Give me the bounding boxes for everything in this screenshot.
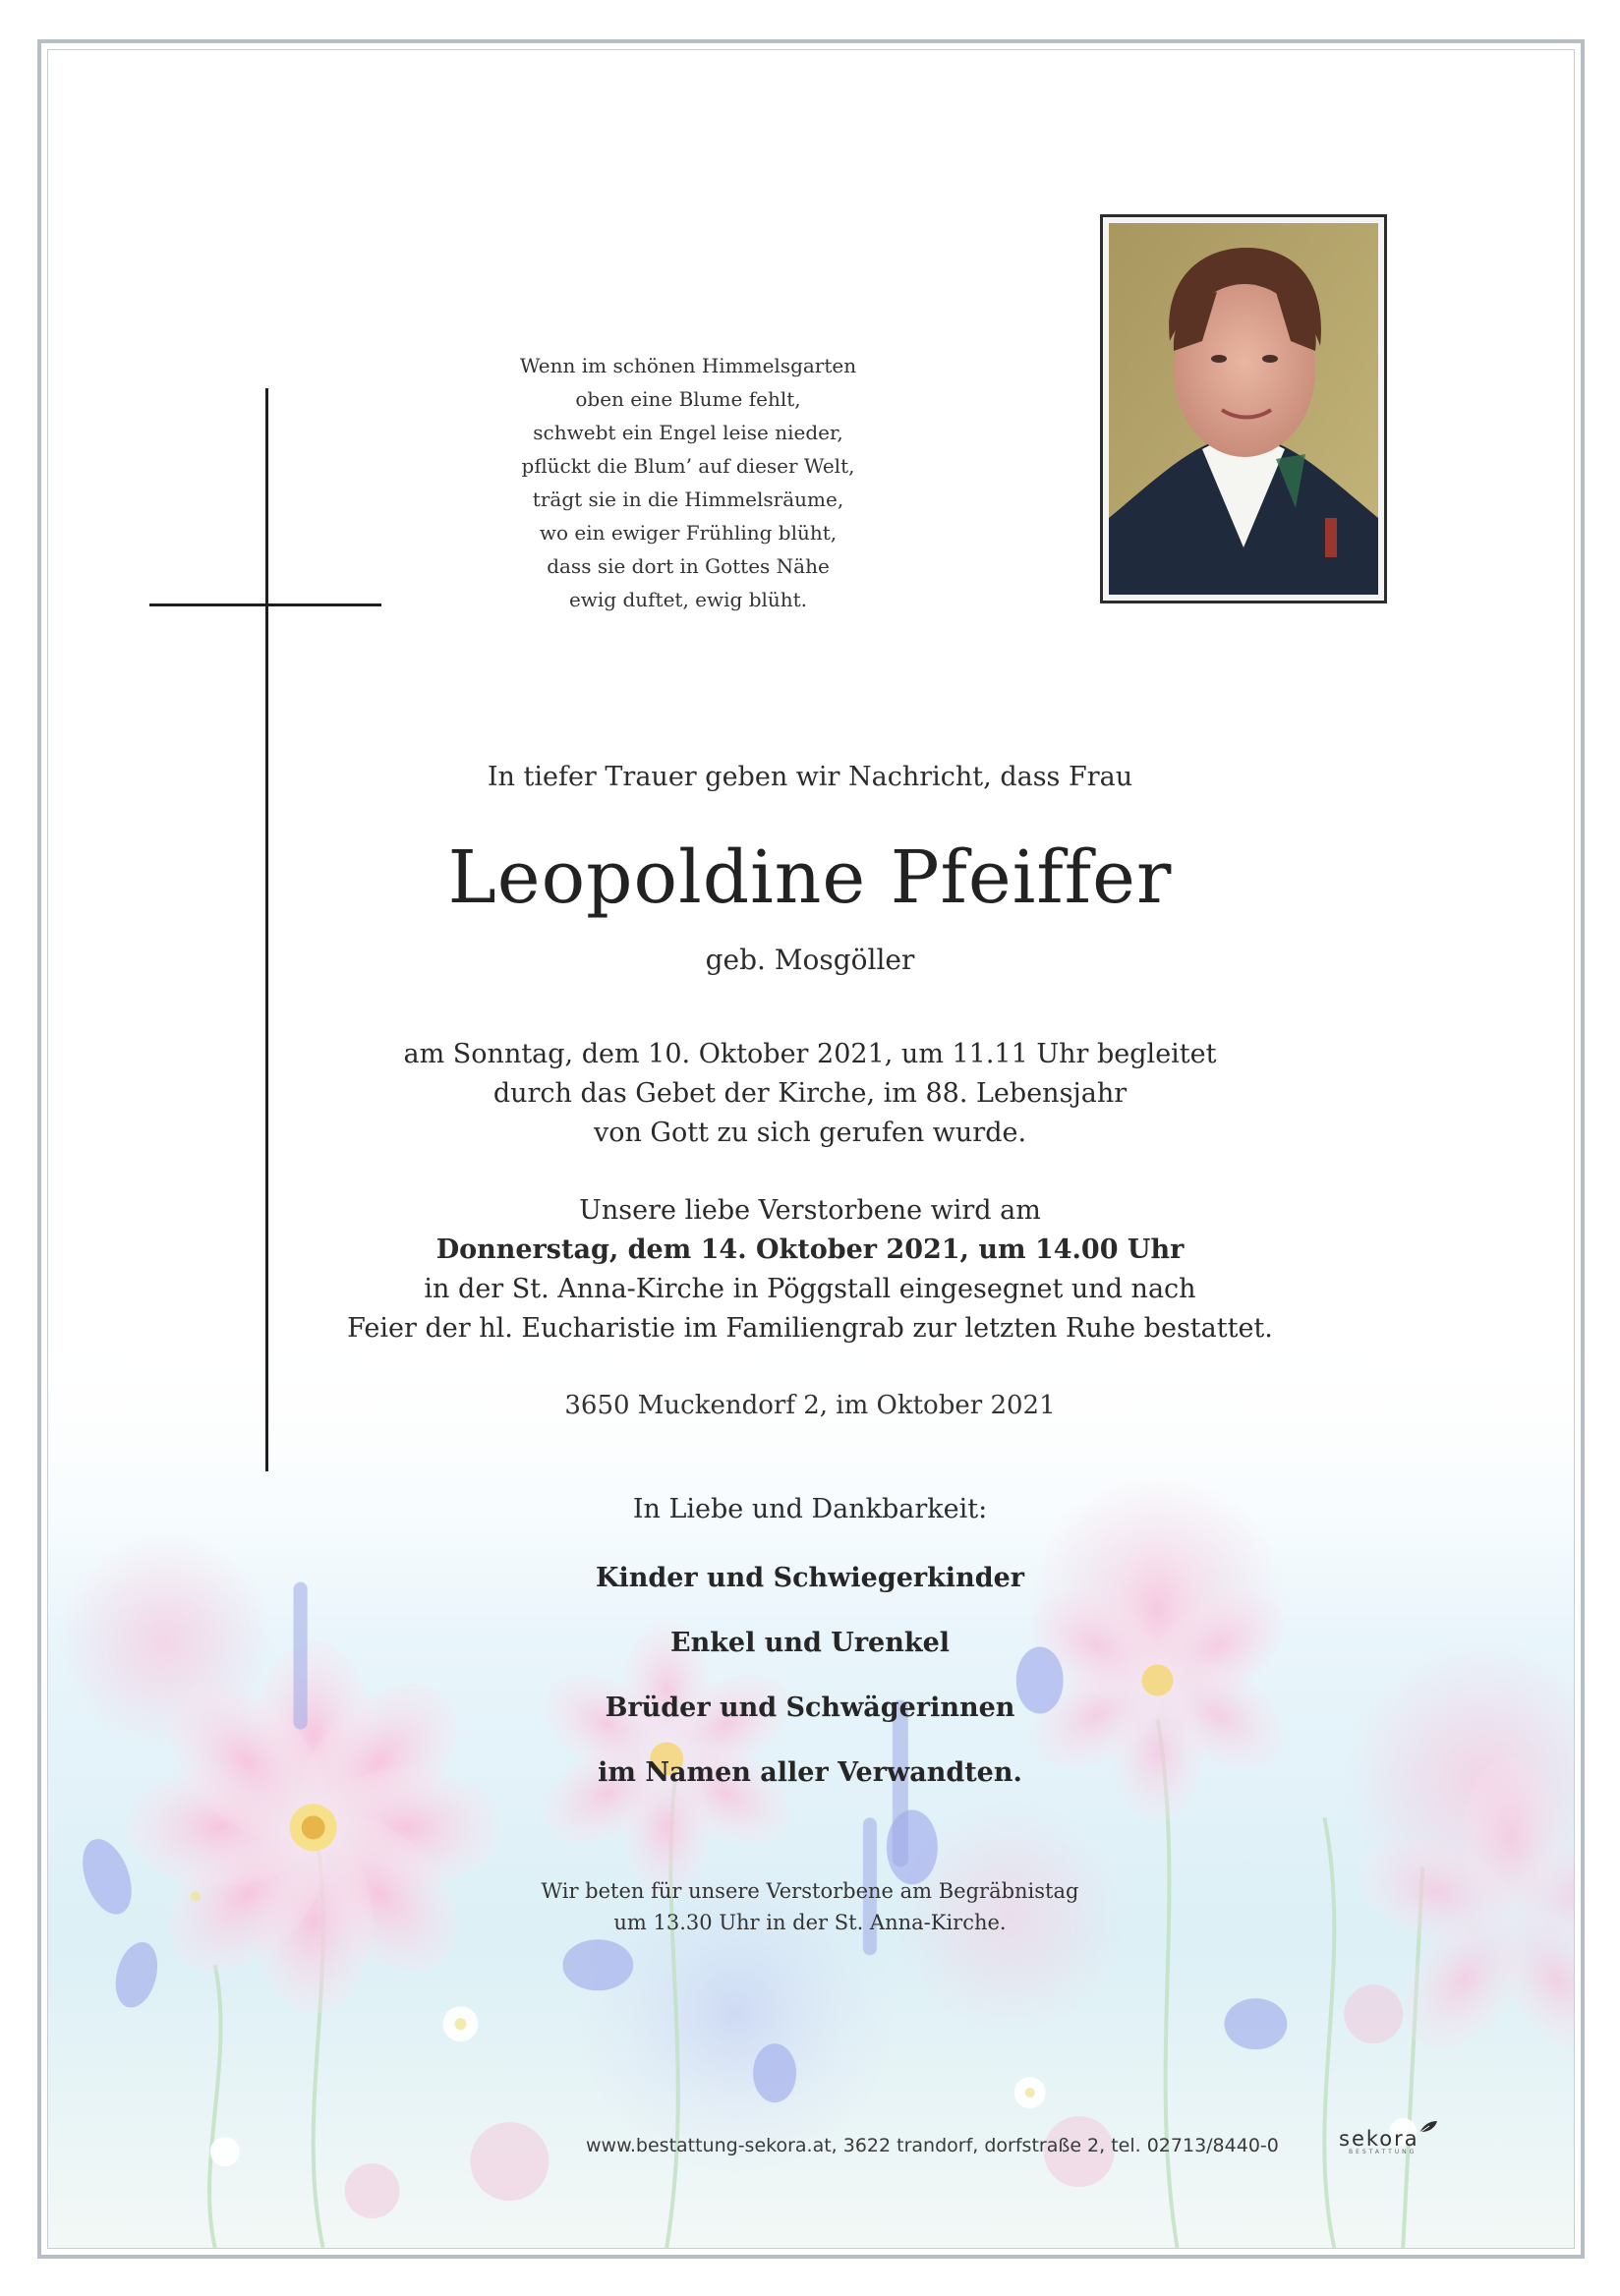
announcement-intro: In tiefer Trauer geben wir Nachricht, dass Frau — [487, 762, 1133, 792]
funeral-details — [0, 1191, 1620, 1349]
logo-subtitle: BESTATTUNG — [1349, 2149, 1418, 2155]
portrait-frame — [1100, 214, 1387, 603]
prayer-notice — [0, 1875, 1620, 1938]
footer-contact: www.bestattung-sekora.at, 3622 trandorf, dorfstraße 2, tel. 02713/8440-0 — [586, 2135, 1279, 2156]
prayer-line: Wir beten für unsere Verstorbene am Begräbnistag — [541, 1879, 1079, 1903]
death-line: von Gott zu sich gerufen wurde. — [593, 1118, 1027, 1148]
funeral-line: in der St. Anna-Kirche in Pöggstall eingesegnet und nach — [424, 1274, 1196, 1304]
funeral-line: Feier der hl. Eucharistie im Familiengrab zur letzten Ruhe bestattet. — [347, 1313, 1273, 1344]
poem-line: trägt sie in die Himmelsräume, — [532, 488, 844, 511]
funeral-date: Donnerstag, dem 14. Oktober 2021, um 14.00 Uhr — [435, 1234, 1185, 1265]
logo-word: sekora — [1339, 2127, 1419, 2151]
prayer-line: um 13.30 Uhr in der St. Anna-Kirche. — [613, 1911, 1007, 1934]
death-line: durch das Gebet der Kirche, im 88. Lebensjahr — [492, 1078, 1128, 1109]
poem-line: oben eine Blume fehlt, — [575, 387, 801, 411]
mourner-group: Kinder und Schwiegerkinder — [596, 1563, 1024, 1593]
portrait-photo — [1109, 223, 1378, 595]
poem-line: ewig duftet, ewig blüht. — [568, 588, 808, 611]
place-and-date: 3650 Muckendorf 2, im Oktober 2021 — [564, 1391, 1056, 1420]
poem-line: Wenn im schönen Himmelsgarten — [519, 354, 857, 377]
cross-icon-bar — [149, 603, 381, 606]
poem-line: dass sie dort in Gottes Nähe — [547, 554, 830, 578]
poem-line: pflückt die Blum’ auf dieser Welt, — [521, 454, 855, 478]
funeral-intro: Unsere liebe Verstorbene wird am — [579, 1195, 1041, 1226]
memorial-poem — [492, 349, 885, 616]
deceased-name: Leopoldine Pfeiffer — [447, 835, 1173, 920]
poem-line: wo ein ewiger Frühling blüht, — [539, 521, 838, 545]
maiden-name: geb. Mosgöller — [705, 944, 915, 976]
death-line: am Sonntag, dem 10. Oktober 2021, um 11.11 Uhr begleitet — [403, 1039, 1217, 1069]
mourners-heading: In Liebe und Dankbarkeit: — [632, 1494, 988, 1524]
leaf-icon — [1418, 2119, 1439, 2135]
mourner-group: im Namen aller Verwandten. — [598, 1757, 1022, 1788]
sekora-logo — [1339, 2127, 1419, 2155]
mourner-group: Brüder und Schwägerinnen — [605, 1693, 1015, 1723]
poem-line: schwebt ein Engel leise nieder, — [533, 421, 843, 444]
mourner-group: Enkel und Urenkel — [669, 1628, 950, 1658]
death-details — [0, 1035, 1620, 1153]
